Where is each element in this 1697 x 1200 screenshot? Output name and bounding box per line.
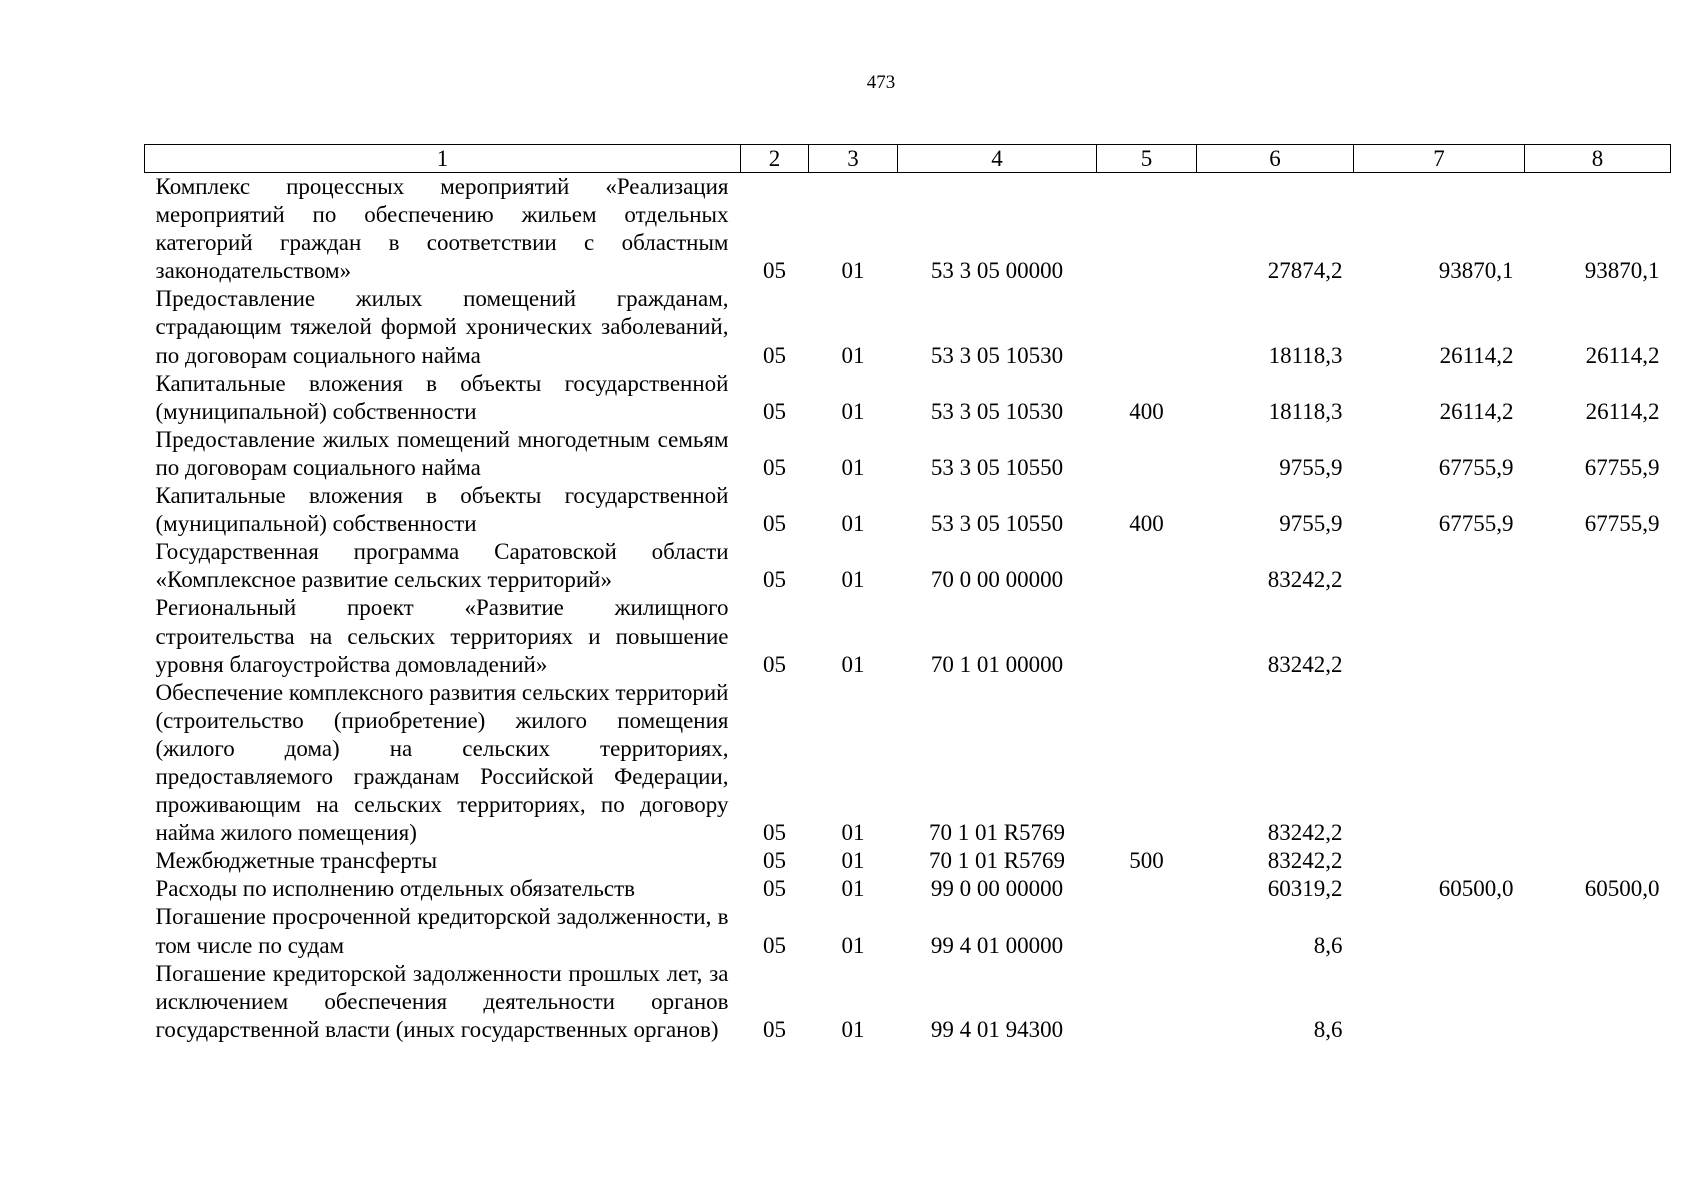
section-cell: 05 xyxy=(763,454,786,480)
expense-type-cell xyxy=(1097,285,1197,369)
amount-col7-cell: 67755,9 xyxy=(1438,511,1514,537)
section-cell: 05 xyxy=(763,848,786,874)
row-name-cell: Капитальные вложения в объекты государственной (муниципальной) собственности xyxy=(155,483,729,537)
row-name-cell: Комплекс процессных мероприятий «Реализация мероприятий по обеспечению жильем отдельных категорий граждан в соответствии с областным законодательством» xyxy=(155,174,729,284)
table-row xyxy=(145,903,1671,959)
row-name-cell: Расходы по исполнению отдельных обязательств xyxy=(155,876,635,902)
subsection-cell: 01 xyxy=(841,820,865,846)
section-cell: 05 xyxy=(763,258,786,284)
amount-col8-cell xyxy=(1525,960,1671,1044)
table-row xyxy=(145,847,1671,875)
amount-col7-cell: 26114,2 xyxy=(1439,342,1514,368)
amount-col7-cell xyxy=(1354,847,1525,875)
row-name-cell: Капитальные вложения в объекты государственной (муниципальной) собственности xyxy=(155,370,729,424)
table-row xyxy=(145,594,1671,678)
amount-col8-cell: 26114,2 xyxy=(1585,342,1660,368)
amount-col7-cell xyxy=(1354,903,1525,959)
subsection-cell: 01 xyxy=(841,454,865,480)
amount-col6-cell: 83242,2 xyxy=(1267,820,1343,846)
subsection-cell: 01 xyxy=(841,651,865,677)
row-name-cell: Предоставление жилых помещений гражданам, страдающим тяжелой формой хронических заболеваний, по договорам социального найма xyxy=(155,286,729,368)
expense-type-cell xyxy=(1097,173,1197,286)
table-row xyxy=(145,875,1671,903)
row-name-cell: Региональный проект «Развитие жилищного строительства на сельских территориях и повышение уровня благоустройства домовладений» xyxy=(155,595,729,677)
target-article-cell: 70 1 01 R5769 xyxy=(928,848,1066,874)
amount-col8-cell: 67755,9 xyxy=(1584,511,1660,537)
target-article-cell: 70 0 00 00000 xyxy=(930,567,1064,593)
amount-col7-cell: 26114,2 xyxy=(1439,398,1514,424)
row-name-cell: Межбюджетные трансферты xyxy=(155,848,438,874)
amount-col7-cell: 60500,0 xyxy=(1438,876,1514,902)
target-article-cell: 53 3 05 10550 xyxy=(930,454,1064,480)
amount-col6-cell: 18118,3 xyxy=(1268,342,1343,368)
table-row xyxy=(145,173,1671,286)
target-article-cell: 53 3 05 00000 xyxy=(930,258,1064,284)
expense-type-cell: 500 xyxy=(1129,848,1164,874)
table-body xyxy=(145,173,1671,1044)
expense-type-cell xyxy=(1097,903,1197,959)
expense-type-cell xyxy=(1097,538,1197,594)
amount-col8-cell xyxy=(1525,594,1671,678)
amount-col6-cell: 83242,2 xyxy=(1267,651,1343,677)
table-row xyxy=(145,285,1671,369)
row-name-cell: Государственная программа Саратовской области «Комплексное развитие сельских территорий» xyxy=(155,539,729,593)
target-article-cell: 99 4 01 94300 xyxy=(930,1016,1064,1042)
section-cell: 05 xyxy=(763,398,786,424)
amount-col7-cell xyxy=(1354,960,1525,1044)
page-number: 473 xyxy=(866,72,896,93)
table-row xyxy=(145,960,1671,1044)
section-cell: 05 xyxy=(763,876,786,902)
amount-col7-cell xyxy=(1354,679,1525,848)
section-cell: 05 xyxy=(763,342,786,368)
budget-table xyxy=(144,144,1671,1044)
subsection-cell: 01 xyxy=(841,398,865,424)
expense-type-cell: 400 xyxy=(1129,398,1164,424)
amount-col7-cell xyxy=(1354,538,1525,594)
subsection-cell: 01 xyxy=(841,567,865,593)
amount-col7-cell xyxy=(1354,594,1525,678)
section-cell: 05 xyxy=(763,567,786,593)
amount-col8-cell xyxy=(1525,903,1671,959)
subsection-cell: 01 xyxy=(841,1016,865,1042)
target-article-cell: 99 0 00 00000 xyxy=(930,876,1064,902)
target-article-cell: 70 1 01 R5769 xyxy=(928,820,1066,846)
row-name-cell: Предоставление жилых помещений многодетным семьям по договорам социального найма xyxy=(155,426,729,480)
expense-type-cell xyxy=(1097,679,1197,848)
amount-col6-cell: 8,6 xyxy=(1313,1016,1343,1042)
subsection-cell: 01 xyxy=(841,876,865,902)
amount-col7-cell: 67755,9 xyxy=(1438,454,1514,480)
section-cell: 05 xyxy=(763,1016,786,1042)
amount-col8-cell xyxy=(1525,847,1671,875)
amount-col8-cell: 67755,9 xyxy=(1584,454,1660,480)
amount-col6-cell: 8,6 xyxy=(1313,932,1343,958)
subsection-cell: 01 xyxy=(841,258,865,284)
amount-col7-cell: 93870,1 xyxy=(1438,258,1514,284)
column-header: 3 xyxy=(809,145,898,173)
amount-col6-cell: 83242,2 xyxy=(1267,848,1343,874)
subsection-cell: 01 xyxy=(841,932,865,958)
amount-col8-cell xyxy=(1525,679,1671,848)
column-header: 4 xyxy=(898,145,1097,173)
column-header: 8 xyxy=(1525,145,1671,173)
column-header: 5 xyxy=(1097,145,1197,173)
section-cell: 05 xyxy=(763,820,786,846)
expense-type-cell xyxy=(1097,426,1197,482)
row-name-cell: Погашение просроченной кредиторской задолженности, в том числе по судам xyxy=(155,904,729,958)
amount-col6-cell: 18118,3 xyxy=(1268,398,1343,424)
column-header: 2 xyxy=(741,145,809,173)
expense-type-cell xyxy=(1097,594,1197,678)
subsection-cell: 01 xyxy=(841,342,865,368)
row-name-cell: Погашение кредиторской задолженности прошлых лет, за исключением обеспечения деятельности органов государственной власти (иных государственных органов) xyxy=(155,960,729,1042)
section-cell: 05 xyxy=(763,932,786,958)
expense-type-cell: 400 xyxy=(1129,511,1164,537)
column-header: 6 xyxy=(1197,145,1354,173)
expense-type-cell xyxy=(1097,960,1197,1044)
column-header: 1 xyxy=(145,145,741,173)
section-cell: 05 xyxy=(763,651,786,677)
subsection-cell: 01 xyxy=(841,848,865,874)
row-name-cell: Обеспечение комплексного развития сельских территорий (строительство (приобретение) жилого помещения (жилого дома) на сельских территориях, предоставляемого гражданам Российской Федерации, проживающим на сельских территориях, по договору найма жилого помещения) xyxy=(155,679,729,846)
target-article-cell: 53 3 05 10530 xyxy=(930,398,1064,424)
target-article-cell: 99 4 01 00000 xyxy=(930,932,1064,958)
table-header xyxy=(145,145,1671,173)
column-header: 7 xyxy=(1354,145,1525,173)
amount-col8-cell: 26114,2 xyxy=(1585,398,1660,424)
expense-type-cell xyxy=(1097,875,1197,903)
target-article-cell: 70 1 01 00000 xyxy=(930,651,1064,677)
table-row xyxy=(145,679,1671,848)
section-cell: 05 xyxy=(763,511,786,537)
amount-col6-cell: 9755,9 xyxy=(1279,511,1343,537)
header-row xyxy=(145,145,1671,173)
table-row xyxy=(145,482,1671,538)
table-row xyxy=(145,426,1671,482)
amount-col6-cell: 9755,9 xyxy=(1279,454,1343,480)
target-article-cell: 53 3 05 10550 xyxy=(930,511,1064,537)
subsection-cell: 01 xyxy=(841,511,865,537)
amount-col8-cell: 93870,1 xyxy=(1584,258,1660,284)
amount-col6-cell: 83242,2 xyxy=(1267,567,1343,593)
table-row xyxy=(145,538,1671,594)
amount-col8-cell: 60500,0 xyxy=(1584,876,1660,902)
amount-col8-cell xyxy=(1525,538,1671,594)
amount-col6-cell: 27874,2 xyxy=(1267,258,1343,284)
amount-col6-cell: 60319,2 xyxy=(1267,876,1343,902)
target-article-cell: 53 3 05 10530 xyxy=(930,342,1064,368)
table-row xyxy=(145,370,1671,426)
